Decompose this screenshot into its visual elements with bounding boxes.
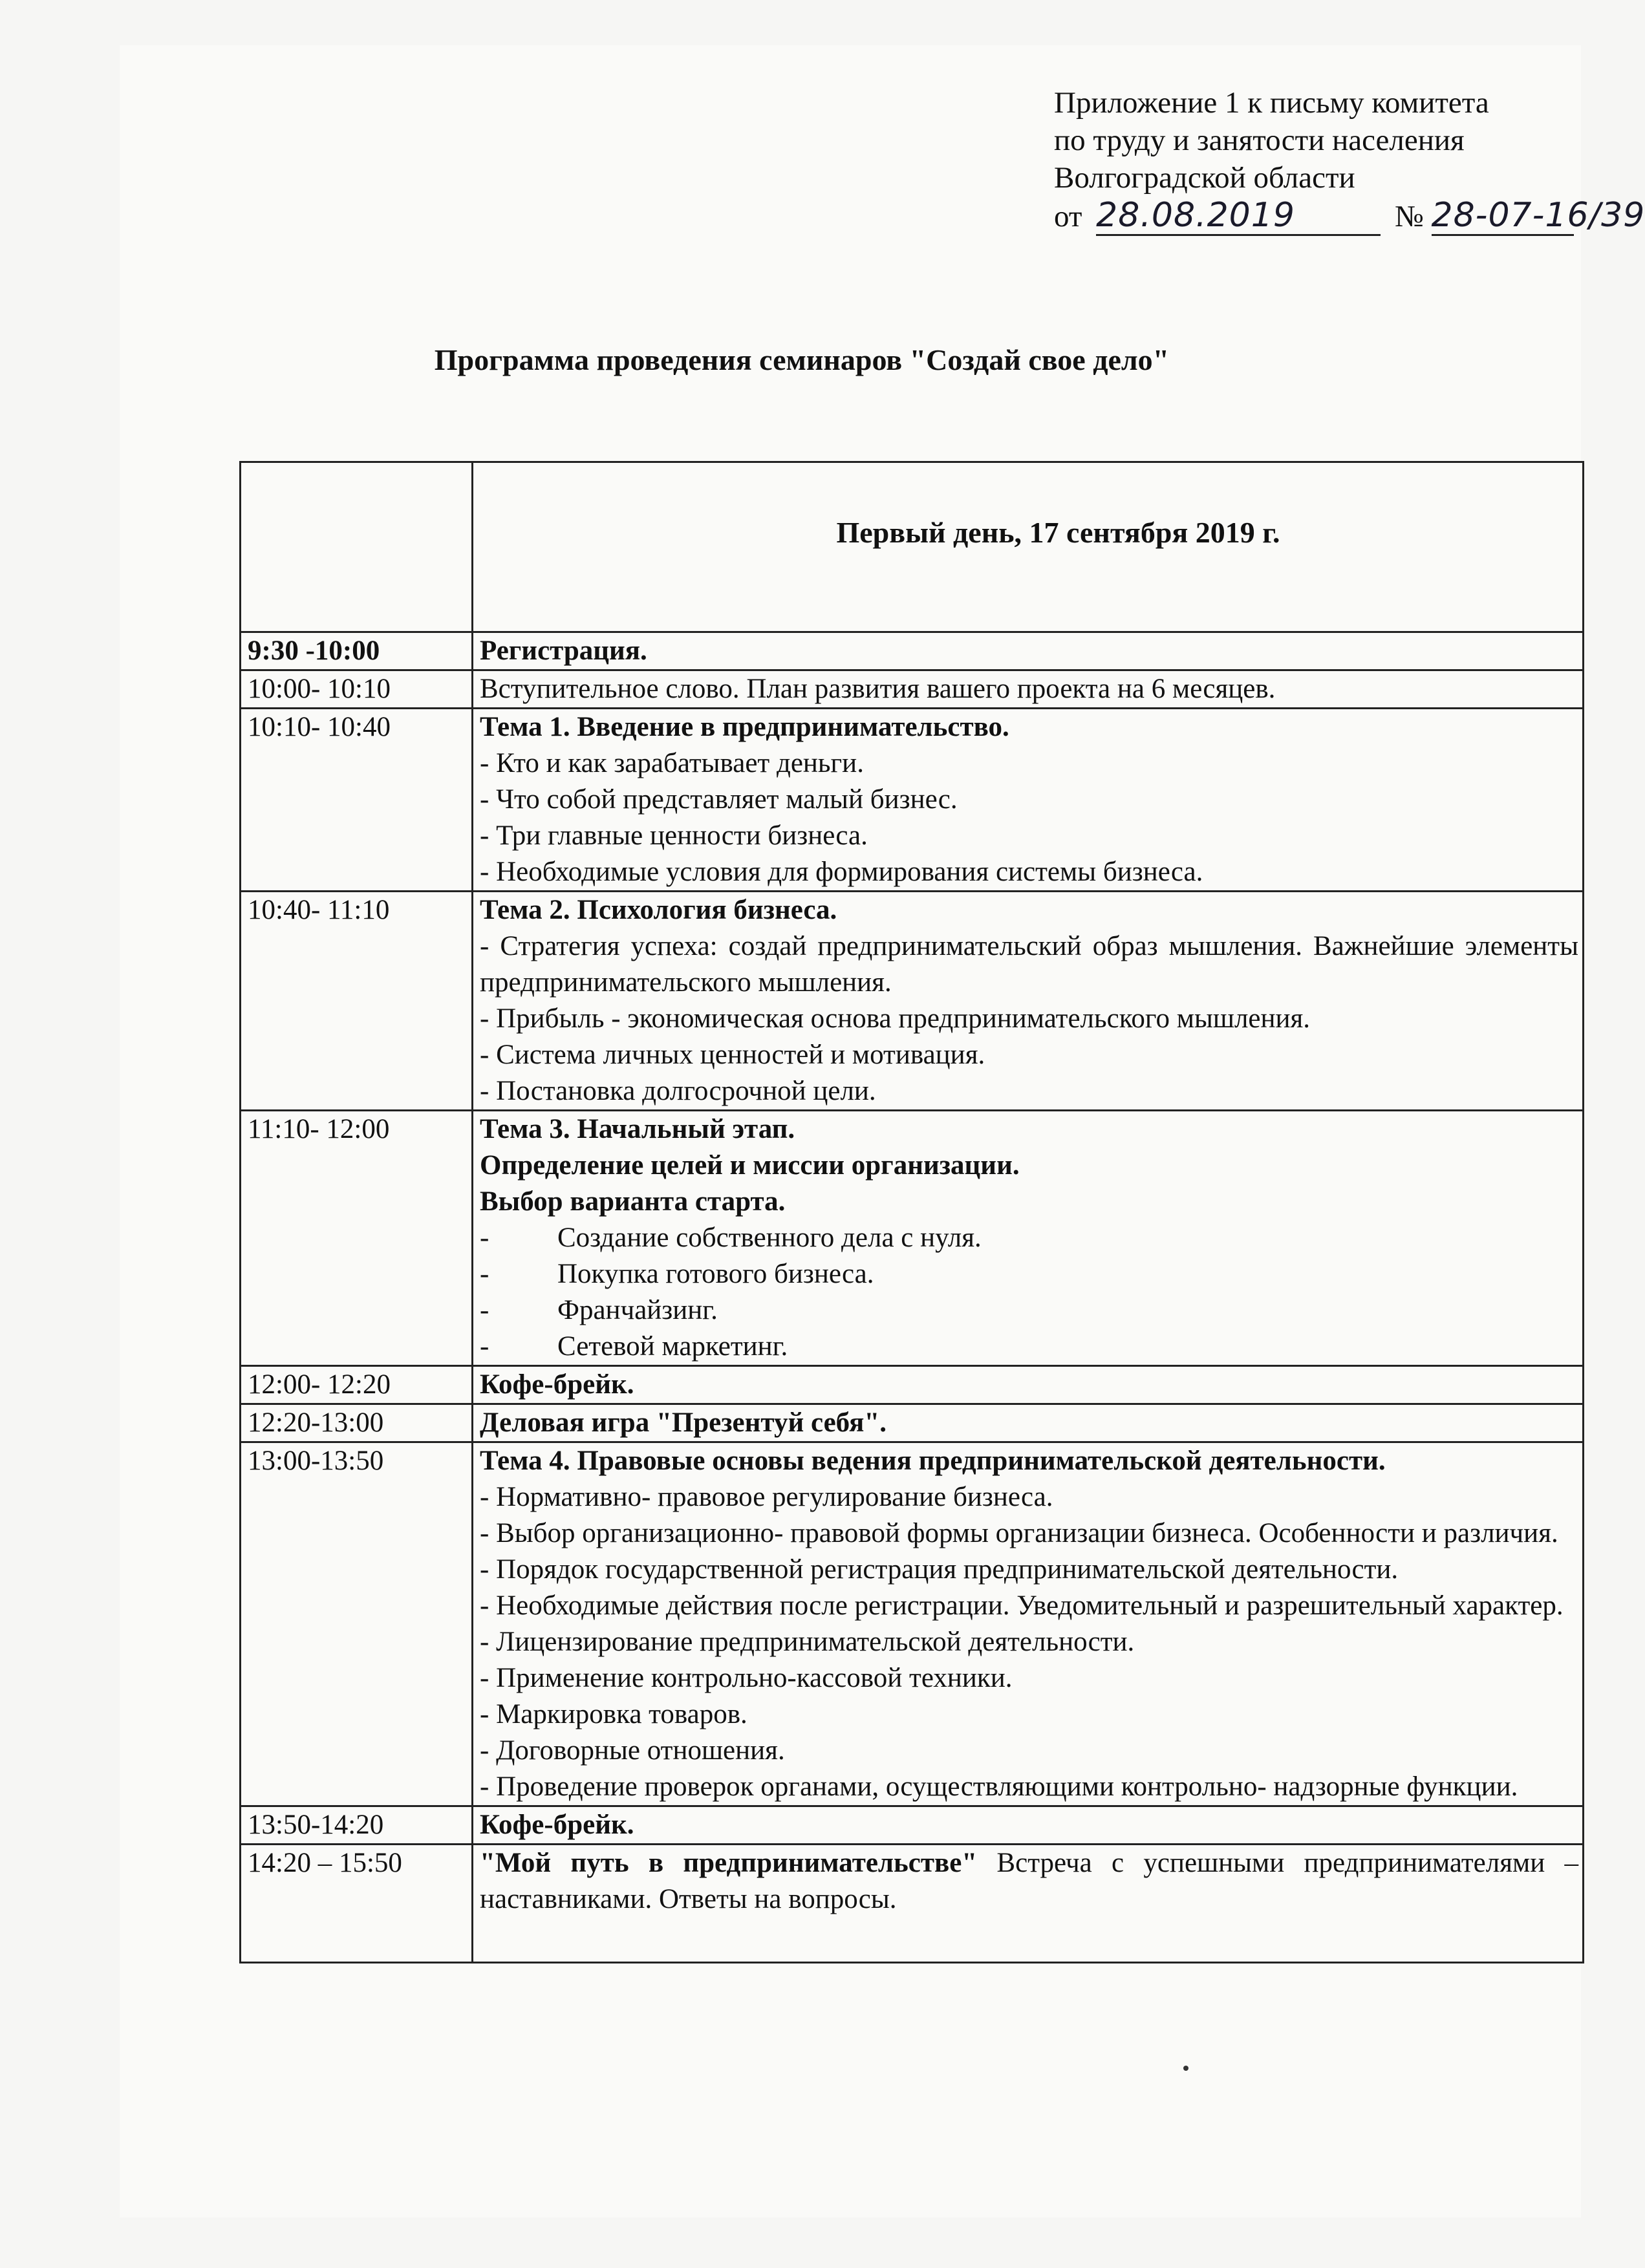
table-row	[241, 670, 1584, 709]
agenda-item: - Необходимые действия после регистрации. Уведомительный и разрешительный характер.	[480, 1590, 1564, 1621]
agenda-title: "Мой путь в предпринимательстве"	[480, 1848, 978, 1878]
time-cell: 10:00- 10:10	[241, 670, 473, 709]
agenda-item	[480, 1329, 1578, 1365]
agenda-cell	[473, 1442, 1584, 1806]
table-row	[241, 1111, 1584, 1366]
agenda-item: - Что собой представляет малый бизнес.	[480, 784, 958, 815]
time-cell: 12:20-13:00	[241, 1404, 473, 1442]
time-cell: 9:30 -10:00	[241, 632, 473, 670]
agenda-subtitle: Выбор варианта старта.	[480, 1186, 786, 1217]
agenda-item: - Постановка долгосрочной цели.	[480, 1076, 876, 1106]
agenda-title: Кофе-брейк.	[473, 1366, 1584, 1404]
agenda-title: Регистрация.	[473, 632, 1584, 670]
agenda-item: - Необходимые условия для формирования системы бизнеса.	[480, 857, 1203, 887]
header-line-2: по труду и занятости населения	[1054, 123, 1465, 157]
table-header-empty-cell	[241, 462, 473, 632]
agenda-item: - Выбор организационно- правовой формы организации бизнеса. Особенности и различия.	[480, 1518, 1558, 1548]
table-row	[241, 1806, 1584, 1845]
agenda-subtitle: Определение целей и миссии организации.	[480, 1150, 1020, 1181]
agenda-item: - Маркировка товаров.	[480, 1699, 747, 1729]
agenda-title: Тема 3. Начальный этап.	[480, 1114, 795, 1144]
time-cell: 13:00-13:50	[241, 1442, 473, 1806]
scan-dot	[1183, 2066, 1188, 2071]
table-row	[241, 632, 1584, 670]
time-cell: 12:00- 12:20	[241, 1366, 473, 1404]
table-row	[241, 892, 1584, 1111]
agenda-title: Тема 4. Правовые основы ведения предпринимательской деятельности.	[480, 1446, 1386, 1476]
table-header-row	[241, 462, 1584, 632]
agenda-item: - Применение контрольно-кассовой техники.	[480, 1663, 1013, 1693]
agenda-cell	[473, 1845, 1584, 1963]
day-heading: Первый день, 17 сентября 2019 г.	[473, 462, 1584, 632]
agenda-item: - Проведение проверок органами, осуществляющими контрольно- надзорные функции.	[480, 1771, 1518, 1802]
agenda-item-text: Сетевой маркетинг.	[557, 1331, 788, 1362]
agenda-item: - Прибыль - экономическая основа предпринимательского мышления.	[480, 1003, 1311, 1034]
agenda-item: - Договорные отношения.	[480, 1735, 785, 1766]
table-row	[241, 709, 1584, 892]
time-cell: 14:20 – 15:50	[241, 1845, 473, 1963]
agenda-item	[480, 1292, 1578, 1329]
agenda-text: Вступительное слово. План развития вашего проекта на 6 месяцев.	[473, 670, 1584, 709]
time-cell: 10:10- 10:40	[241, 709, 473, 892]
time-cell: 10:40- 11:10	[241, 892, 473, 1111]
agenda-cell	[473, 892, 1584, 1111]
date-prefix: от	[1054, 200, 1082, 233]
agenda-paragraph	[480, 1845, 1578, 1918]
agenda-title: Деловая игра "Презентуй себя".	[473, 1404, 1584, 1442]
agenda-title: Кофе-брейк.	[473, 1806, 1584, 1845]
agenda-item-text: Покупка готового бизнеса.	[557, 1259, 874, 1289]
handwritten-date: 28.08.2019	[1096, 197, 1381, 236]
agenda-item: - Три главные ценности бизнеса.	[480, 820, 868, 851]
agenda-item	[480, 1256, 1578, 1292]
agenda-item	[480, 1220, 1578, 1256]
agenda-title: Тема 2. Психология бизнеса.	[480, 895, 837, 925]
date-number-line	[1054, 196, 1645, 236]
agenda-item: - Порядок государственной регистрация предпринимательской деятельности.	[480, 1554, 1399, 1585]
agenda-text: Встреча с успешными предпринимателями – наставниками. Ответы на вопросы.	[480, 1848, 1578, 1914]
time-cell: 13:50-14:20	[241, 1806, 473, 1845]
table-row	[241, 1366, 1584, 1404]
agenda-item-text: Франчайзинг.	[557, 1295, 718, 1325]
agenda-item: - Система личных ценностей и мотивация.	[480, 1040, 985, 1070]
letter-header	[1054, 84, 1645, 236]
header-line-3: Волгоградской области	[1054, 161, 1355, 195]
agenda-item: - Стратегия успеха: создай предпринимательский образ мышления. Важнейшие элементы предпринимательского мышления.	[480, 931, 1578, 998]
bullet-dash: -	[480, 1295, 489, 1325]
agenda-item: - Нормативно- правовое регулирование бизнеса.	[480, 1482, 1053, 1512]
number-label: №	[1394, 200, 1424, 233]
agenda-cell	[473, 709, 1584, 892]
agenda-title: Тема 1. Введение в предпринимательство.	[480, 712, 1009, 742]
bullet-dash: -	[480, 1259, 489, 1289]
document-title: Программа проведения семинаров "Создай свое дело"	[434, 343, 1170, 376]
agenda-item: - Кто и как зарабатывает деньги.	[480, 748, 864, 778]
program-table	[239, 461, 1584, 1963]
handwritten-number: 28-07-16/39	[1431, 196, 1645, 235]
header-line-1: Приложение 1 к письму комитета	[1054, 86, 1489, 120]
time-cell: 11:10- 12:00	[241, 1111, 473, 1366]
bullet-dash: -	[480, 1331, 489, 1362]
agenda-cell	[473, 1111, 1584, 1366]
table-row	[241, 1845, 1584, 1963]
agenda-item: - Лицензирование предпринимательской деятельности.	[480, 1627, 1135, 1657]
table-row	[241, 1404, 1584, 1442]
bullet-dash: -	[480, 1223, 489, 1253]
agenda-item-text: Создание собственного дела с нуля.	[557, 1223, 982, 1253]
table-row	[241, 1442, 1584, 1806]
